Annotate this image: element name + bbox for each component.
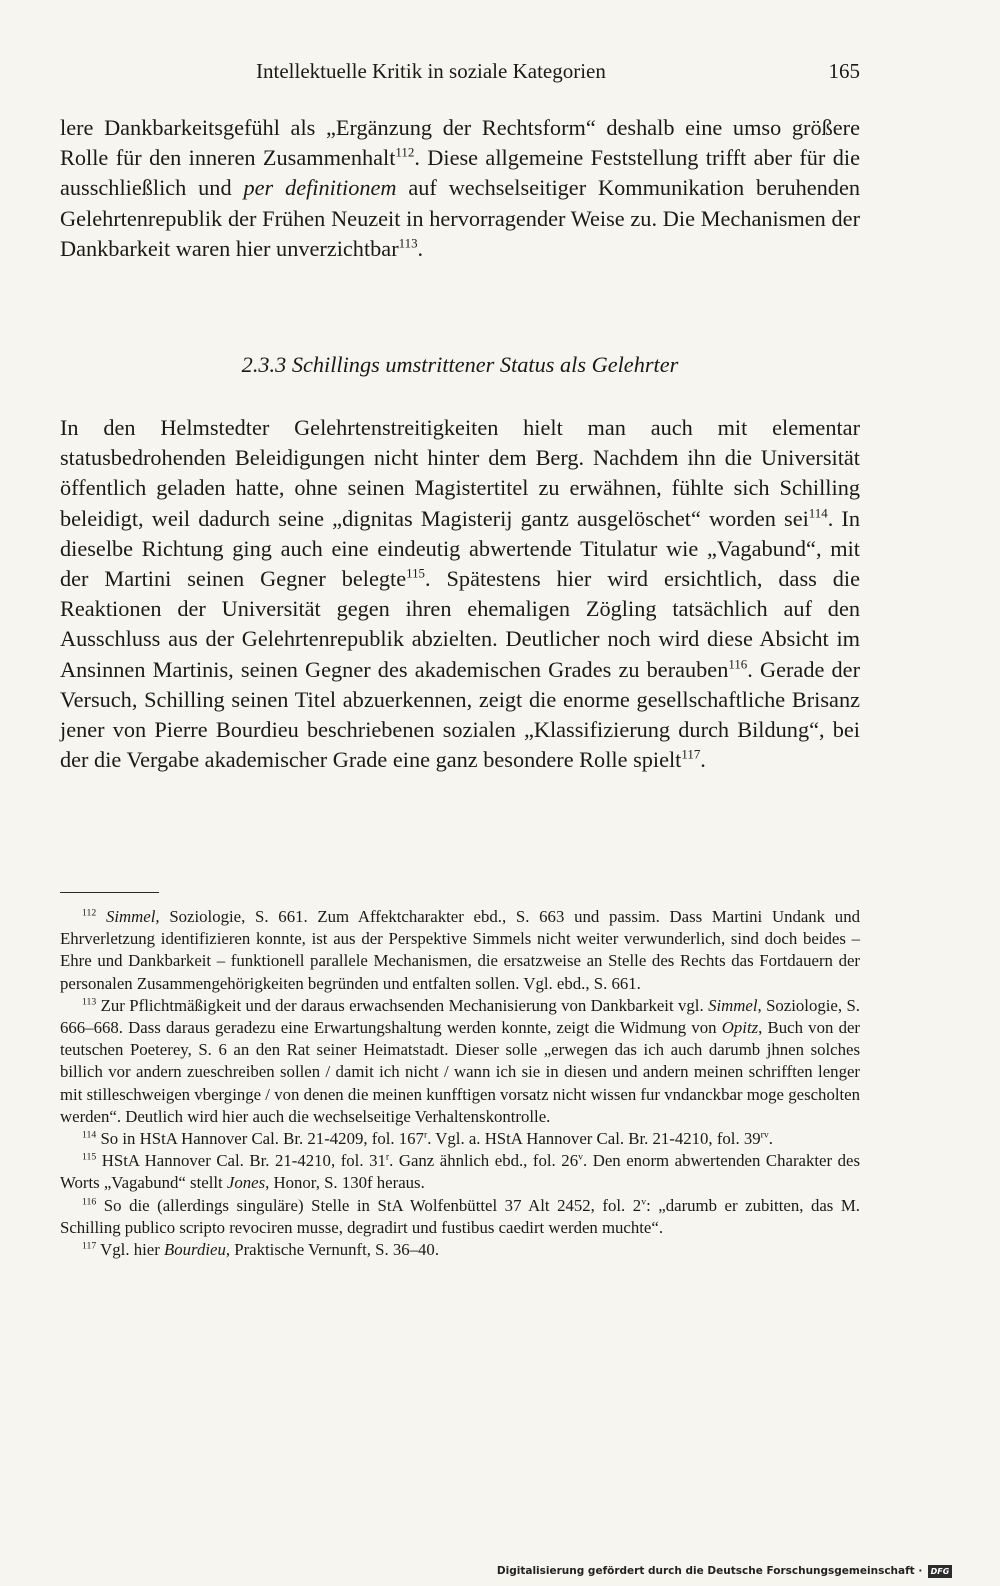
footnote-divider xyxy=(60,892,159,893)
body-paragraph-1 xyxy=(60,113,860,264)
footnote-text: HStA Hannover Cal. Br. 21-4210, fol. 31 xyxy=(96,1151,386,1171)
text-run: . Gerade der Versuch, Schilling seinen Titel abzuerkennen, zeigt die enorme gesellschaftliche Brisanz jener von Pierre Bourdieu beschriebenen sozialen „Klassifizierung durch Bildung“, bei der die Vergabe akademischer Grade eine ganz besondere Rolle spielt xyxy=(60,656,860,773)
text-run: In den Helmstedter Gelehrtenstreitigkeiten hielt man auch mit elementar statusbedrohenden Beleidigungen nicht hinter dem Berg. Nachdem ihn die Universität öffentlich geladen hatte, ohne seinen Magistertitel zu erwähnen, fühlte sich Schilling beleidigt, weil dadurch seine „dignitas Magisterij gantz ausgelöschet“ worden sei xyxy=(60,415,860,531)
author-name: Simmel xyxy=(708,995,758,1015)
text-run: auf wechselseitiger Kommunikation beruhenden Gelehrtenrepublik der Frühen Neuzeit in hervorragender Weise zu. Die Mechanismen der Dankbarkeit waren hier unverzichtbar xyxy=(60,175,860,261)
text-run: lere Dankbarkeitsgefühl als „Ergänzung der Rechtsform“ deshalb eine umso größere Rolle für den inneren Zusammenhalt xyxy=(60,115,860,171)
footnote-text: . Ganz ähnlich ebd., fol. 26 xyxy=(389,1151,579,1171)
footnote-number: 117 xyxy=(82,1240,97,1252)
footnote-114 xyxy=(60,1128,860,1150)
footnote-text: , Praktische Vernunft, S. 36–40. xyxy=(225,1240,440,1260)
folio-mark: r xyxy=(423,1129,428,1141)
footnote-number: 114 xyxy=(82,1129,97,1141)
emphasis: per definitionem xyxy=(243,175,397,201)
footnote-ref-115[interactable]: 115 xyxy=(406,565,425,581)
digitization-credit xyxy=(497,1564,952,1578)
text-run: . Spätestens hier wird ersichtlich, dass die Reaktionen der Universität gegen ihren ehemaligen Zögling tatsächlich auf den Ausschluss aus der Gelehrtenrepublik abzielten. Deutlicher noch wird diese Absicht im Ansinnen Martinis, seinen Gegner des akademischen Grades zu berauben xyxy=(60,566,860,682)
footnote-ref-114[interactable]: 114 xyxy=(808,505,828,521)
author-name: Bourdieu xyxy=(164,1240,226,1260)
footnote-text: Zur Pflichtmäßigkeit und der daraus erwachsenden Mechanisierung von Dankbarkeit vgl. xyxy=(96,995,709,1015)
folio-mark: v xyxy=(641,1196,647,1208)
footnote-text: Vgl. hier xyxy=(96,1240,164,1260)
dfg-logo-icon: DFG xyxy=(928,1565,952,1578)
author-name: Jones xyxy=(226,1173,266,1193)
text-run: . xyxy=(700,747,706,773)
footnote-text: . Vgl. a. HStA Hannover Cal. Br. 21-4210, fol. 39 xyxy=(427,1129,761,1149)
footnote-text: : „darumb er zubitten, das M. Schilling publico scripto revociren musse, degradirt und fustibus caedirt werden muchte“. xyxy=(60,1195,861,1237)
footnote-117 xyxy=(60,1239,860,1261)
footnote-number: 115 xyxy=(82,1151,97,1163)
credit-text: Digitalisierung gefördert durch die Deutsche Forschungsgemeinschaft · xyxy=(496,1565,923,1577)
footnote-text: . xyxy=(768,1129,773,1149)
running-title: Intellektuelle Kritik in soziale Kategorien xyxy=(256,59,606,83)
footnote-ref-116[interactable]: 116 xyxy=(728,656,748,672)
footnote-text: , Soziologie, S. 666–668. Dass daraus geradezu eine Erwartungshaltung werden konnte, zeigt die Widmung von xyxy=(60,995,860,1038)
body-paragraph-2 xyxy=(60,413,860,775)
footnote-116 xyxy=(60,1195,860,1239)
running-header xyxy=(60,56,860,86)
footnote-ref-113[interactable]: 113 xyxy=(398,235,418,251)
footnote-text: So in HStA Hannover Cal. Br. 21-4209, fol. 167 xyxy=(96,1129,424,1149)
footnote-number: 116 xyxy=(82,1196,97,1208)
folio-mark: r xyxy=(385,1151,390,1163)
footnote-113 xyxy=(60,995,860,1128)
footnote-number: 113 xyxy=(82,996,97,1008)
folio-mark: rv xyxy=(760,1129,769,1141)
footnote-112 xyxy=(60,906,860,995)
footnote-text: Soziologie, S. 661. Zum Affektcharakter ebd., S. 663 und passim. Dass Martini Undank und Ehrverletzung identifizieren konnte, ist aus der Perspektive Simmels nicht weiter verwunderlich, sind doch beides – Ehre und Dankbarkeit – funktionell parallele Mechanismen, die ersatzweise an Stelle des Rechts das Fortdauern der personalen Zusammengehörigkeiten begründen und entfalten sollen. Vgl. ebd., S. 661. xyxy=(60,907,860,993)
text-run: . In dieselbe Richtung ging auch eine eindeutig abwertende Titulatur wie „Vagabund“, mit der Martini seinen Gegner belegte xyxy=(60,505,860,592)
author-name: Opitz xyxy=(721,1018,759,1038)
text-run: . xyxy=(417,235,424,261)
footnote-text: So die (allerdings singuläre) Stelle in StA Wolfenbüttel 37 Alt 2452, fol. 2 xyxy=(96,1195,642,1215)
footnote-number: 112 xyxy=(82,907,97,919)
page-number: 165 xyxy=(828,59,860,83)
text-run: . Diese allgemeine Feststellung trifft aber für die ausschließlich und xyxy=(60,145,860,201)
footnote-ref-117[interactable]: 117 xyxy=(681,746,701,762)
footnote-text: . Den enorm abwertenden Charakter des Worts „Vagabund“ stellt xyxy=(60,1151,860,1193)
footnote-ref-112[interactable]: 112 xyxy=(395,144,415,160)
footnote-115 xyxy=(60,1150,860,1194)
footnote-text: , Honor, S. 130f heraus. xyxy=(265,1173,425,1193)
author-name: Simmel, xyxy=(105,907,160,926)
footnotes xyxy=(60,906,860,1261)
folio-mark: v xyxy=(578,1151,583,1163)
section-heading: 2.3.3 Schillings umstrittener Status als Gelehrter xyxy=(241,352,679,377)
footnote-text: , Buch von der teutschen Poeterey, S. 6 an den Rat seiner Heimatstadt. Dieser solle „erwegen das ich auch darumb jhnen solches billich vor andern zueschreiben sollen / damit ich nicht / wann ich sie in diesen und andern meinen schrifften lenger mit stilleschweigen vberginge / von denen die meinen kunfftigen vorsatz nicht wissen fur vndanckbar moge gescholten werden“. Deutlich wird hier auch die wechselseitige Verhaltenskontrolle. xyxy=(60,1018,860,1126)
